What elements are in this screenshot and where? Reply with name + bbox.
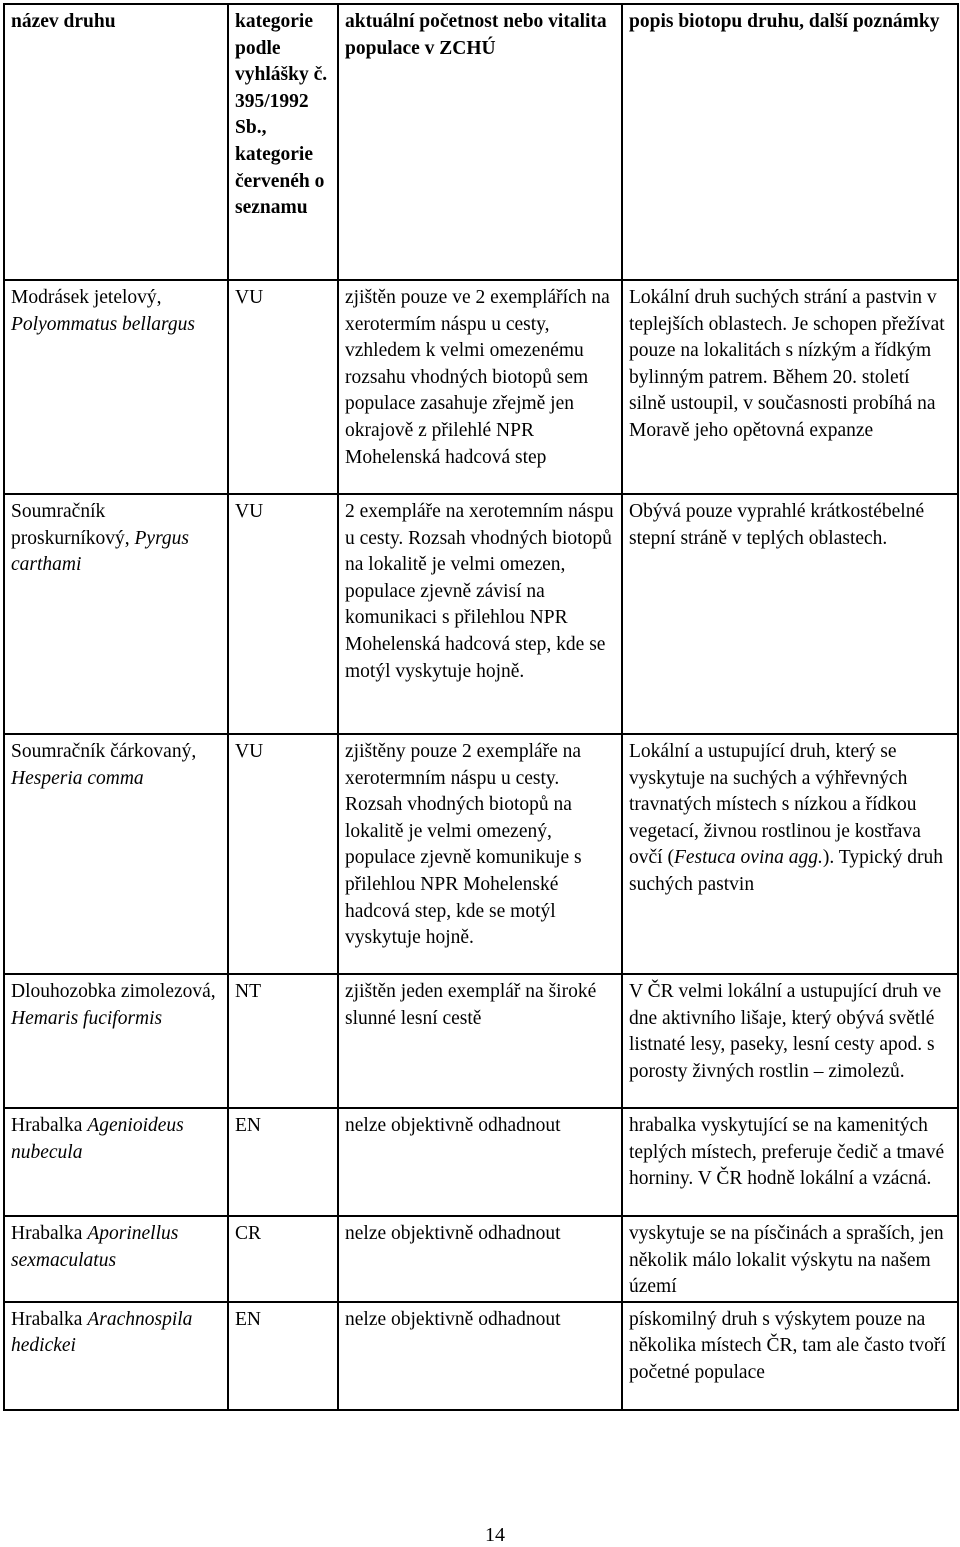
table-header-row [4, 4, 958, 280]
header-category: kategorie podle vyhlášky č. 395/1992 Sb., kategorie červenéh o seznamu [228, 4, 338, 280]
abundance-cell: nelze objektivně odhadnout [338, 1216, 622, 1302]
species-latin-name: Arachnospila hedickei [11, 1308, 193, 1357]
category-cell: CR [228, 1216, 338, 1302]
species-table [3, 3, 959, 1411]
species-latin-name: Hesperia comma [11, 767, 144, 789]
category-cell: EN [228, 1302, 338, 1410]
header-habitat: popis biotopu druhu, další poznámky [622, 4, 958, 280]
species-latin-name: Aporinellus sexmaculatus [11, 1223, 179, 1271]
species-name-cell [4, 494, 228, 734]
species-name-cell [4, 974, 228, 1108]
habitat-text-end: ). Typický druh suchých pastvin [629, 847, 944, 895]
species-latin-name: Agenioideus nubecula [11, 1115, 184, 1163]
species-name-cell [4, 1216, 228, 1302]
species-common-name: Modrásek jetelový, [11, 287, 162, 308]
table-row [4, 280, 958, 494]
table-row [4, 1302, 958, 1410]
species-name-cell [4, 734, 228, 974]
habitat-cell: Lokální druh suchých strání a pastvin v teplejších oblastech. Je schopen přežívat pouze na lokalitách s nízkým a řídkým bylinným patrem. Během 20. století silně ustoupil, v současnosti probíhá na Moravě jeho opětovná expanze [622, 280, 958, 494]
species-common-name: Hrabalka [11, 1308, 88, 1330]
abundance-cell: zjištěn jeden exemplář na široké slunné lesní cestě [338, 974, 622, 1108]
species-latin-name: Hemaris fuciformis [11, 1007, 163, 1029]
table-row [4, 494, 958, 734]
category-cell: VU [228, 280, 338, 494]
species-common-name: Hrabalka [11, 1223, 88, 1244]
category-cell: VU [228, 494, 338, 734]
species-name-cell [4, 1108, 228, 1216]
habitat-cell: hrabalka vyskytující se na kamenitých teplých místech, preferuje čedič a tmavé horniny. V ČR hodně lokální a vzácná. [622, 1108, 958, 1216]
species-name-cell [4, 1302, 228, 1410]
species-common-name: Soumračník čárkovaný, [11, 741, 197, 762]
abundance-cell: nelze objektivně odhadnout [338, 1108, 622, 1216]
table-row [4, 1108, 958, 1216]
habitat-cell [622, 734, 958, 974]
species-name-cell [4, 280, 228, 494]
species-common-name: Hrabalka [11, 1115, 88, 1136]
category-cell: NT [228, 974, 338, 1108]
category-cell: EN [228, 1108, 338, 1216]
species-common-name: Dlouhozobka zimolezová, [11, 981, 216, 1002]
abundance-cell: zjištěn pouze ve 2 exemplářích na xerotermím náspu u cesty, vzhledem k velmi omezenému rozsahu vhodných biotopů sem populace zasahuje zřejmě jen okrajově z přilehlé NPR Mohelenská hadcová step [338, 280, 622, 494]
abundance-cell: zjištěny pouze 2 exempláře na xerotermním náspu u cesty. Rozsah vhodných biotopů na lokalitě je velmi omezený, populace zjevně komunikuje s přilehlou NPR Mohelenské hadcová step, kde se motýl vyskytuje hojně. [338, 734, 622, 974]
habitat-cell: V ČR velmi lokální a ustupující druh ve dne aktivního lišaje, který obývá světlé listnaté lesy, paseky, lesní cesty apod. s porosty živných rostlin – zimolezů. [622, 974, 958, 1108]
abundance-cell: 2 exempláře na xerotemním náspu u cesty. Rozsah vhodných biotopů na lokalitě je velmi omezen, populace zjevně závisí na komunikaci s přilehlou NPR Mohelenská hadcová step, kde se motýl vyskytuje hojně. [338, 494, 622, 734]
header-species-name: název druhu [4, 4, 228, 280]
species-latin-name: Polyommatus bellargus [11, 313, 195, 335]
habitat-cell: vyskytuje se na písčinách a spraších, jen několik málo lokalit výskytu na našem území [622, 1216, 958, 1302]
species-latin-name: Pyrgus carthami [11, 527, 190, 576]
table-row [4, 974, 958, 1108]
species-common-name: Soumračník proskurníkový, [11, 501, 135, 549]
header-abundance: aktuální početnost nebo vitalita populace v ZCHÚ [338, 4, 622, 280]
habitat-cell: pískomilný druh s výskytem pouze na několika místech ČR, tam ale často tvoří početné populace [622, 1302, 958, 1410]
page-number: 14 [485, 1524, 505, 1546]
habitat-latin-name: Festuca ovina agg. [673, 847, 823, 869]
category-cell: VU [228, 734, 338, 974]
abundance-cell: nelze objektivně odhadnout [338, 1302, 622, 1410]
habitat-text: Lokální a ustupující druh, který se vyskytuje na suchých a výhřevných travnatých místech s nízkou a řídkou vegetací, živnou rostlinou je kostřava ovčí ( [629, 741, 921, 869]
table-row [4, 734, 958, 974]
habitat-cell: Obývá pouze vyprahlé krátkostébelné stepní stráně v teplých oblastech. [622, 494, 958, 734]
table-row [4, 1216, 958, 1302]
